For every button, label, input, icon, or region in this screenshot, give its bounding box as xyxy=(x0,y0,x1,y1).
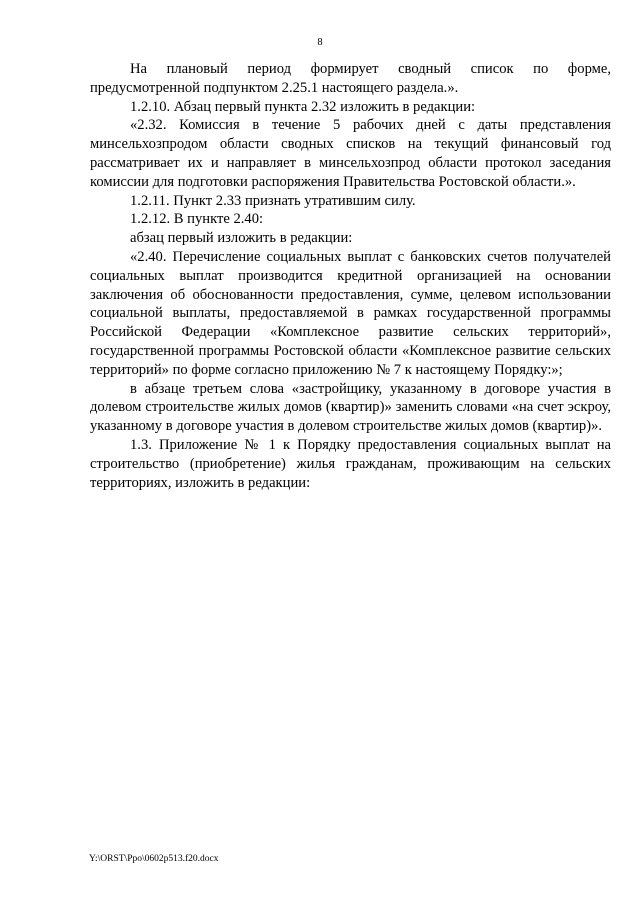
footer-file-path: Y:\ORST\Ppo\0602p513.f20.docx xyxy=(89,854,219,864)
paragraph-2-32-text: «2.32. Комиссия в течение 5 рабочих дней с даты представления минсельхозпродом области сводных списков на текущий финансовый год рассматривает их и направляет в минсельхозпрод области протокол заседания комиссии для подготовки распоряжения Правительства Ростовской области.». xyxy=(90,117,611,190)
paragraph-1-2-10: 1.2.10. Абзац первый пункта 2.32 изложить в редакции: xyxy=(130,98,476,115)
paragraph-1-2-11: 1.2.11. Пункт 2.33 признать утратившим силу. xyxy=(130,192,416,209)
document-body xyxy=(90,60,611,492)
paragraph-2-40-text: «2.40. Перечисление социальных выплат с банковских счетов получателей социальных выплат производится кредитной организацией на основании заключения об обоснованности предоставления, сумме, целевом использовании социальной выплаты, предоставляемой в рамках государственной программы Российской Федерации «Комплексное развитие сельских территорий», государственной программы Ростовской области «Комплексное развитие сельских территорий» по форме согласно приложению № 7 к настоящему Порядку:»; xyxy=(90,248,611,378)
paragraph-first-abzac: абзац первый изложить в редакции: xyxy=(130,230,353,247)
paragraph-third-abzac: в абзаце третьем слова «застройщику, указанному в договоре участия в долевом строительстве жилых домов (квартир)» заменить словами «на счет эскроу, указанному в договоре участия в долевом строительстве жилых домов (квартир)». xyxy=(90,380,611,435)
paragraph-1-3: 1.3. Приложение № 1 к Порядку предоставления социальных выплат на строительство (приобретение) жилья гражданам, проживающим на сельских территориях, изложить в редакции: xyxy=(90,436,611,491)
page-number: 8 xyxy=(317,37,323,48)
paragraph-1-2-12: 1.2.12. В пункте 2.40: xyxy=(130,211,264,228)
paragraph-planned-period: На плановый период формирует сводный список по форме, предусмотренной подпунктом 2.25.1 настоящего раздела.». xyxy=(90,61,611,96)
